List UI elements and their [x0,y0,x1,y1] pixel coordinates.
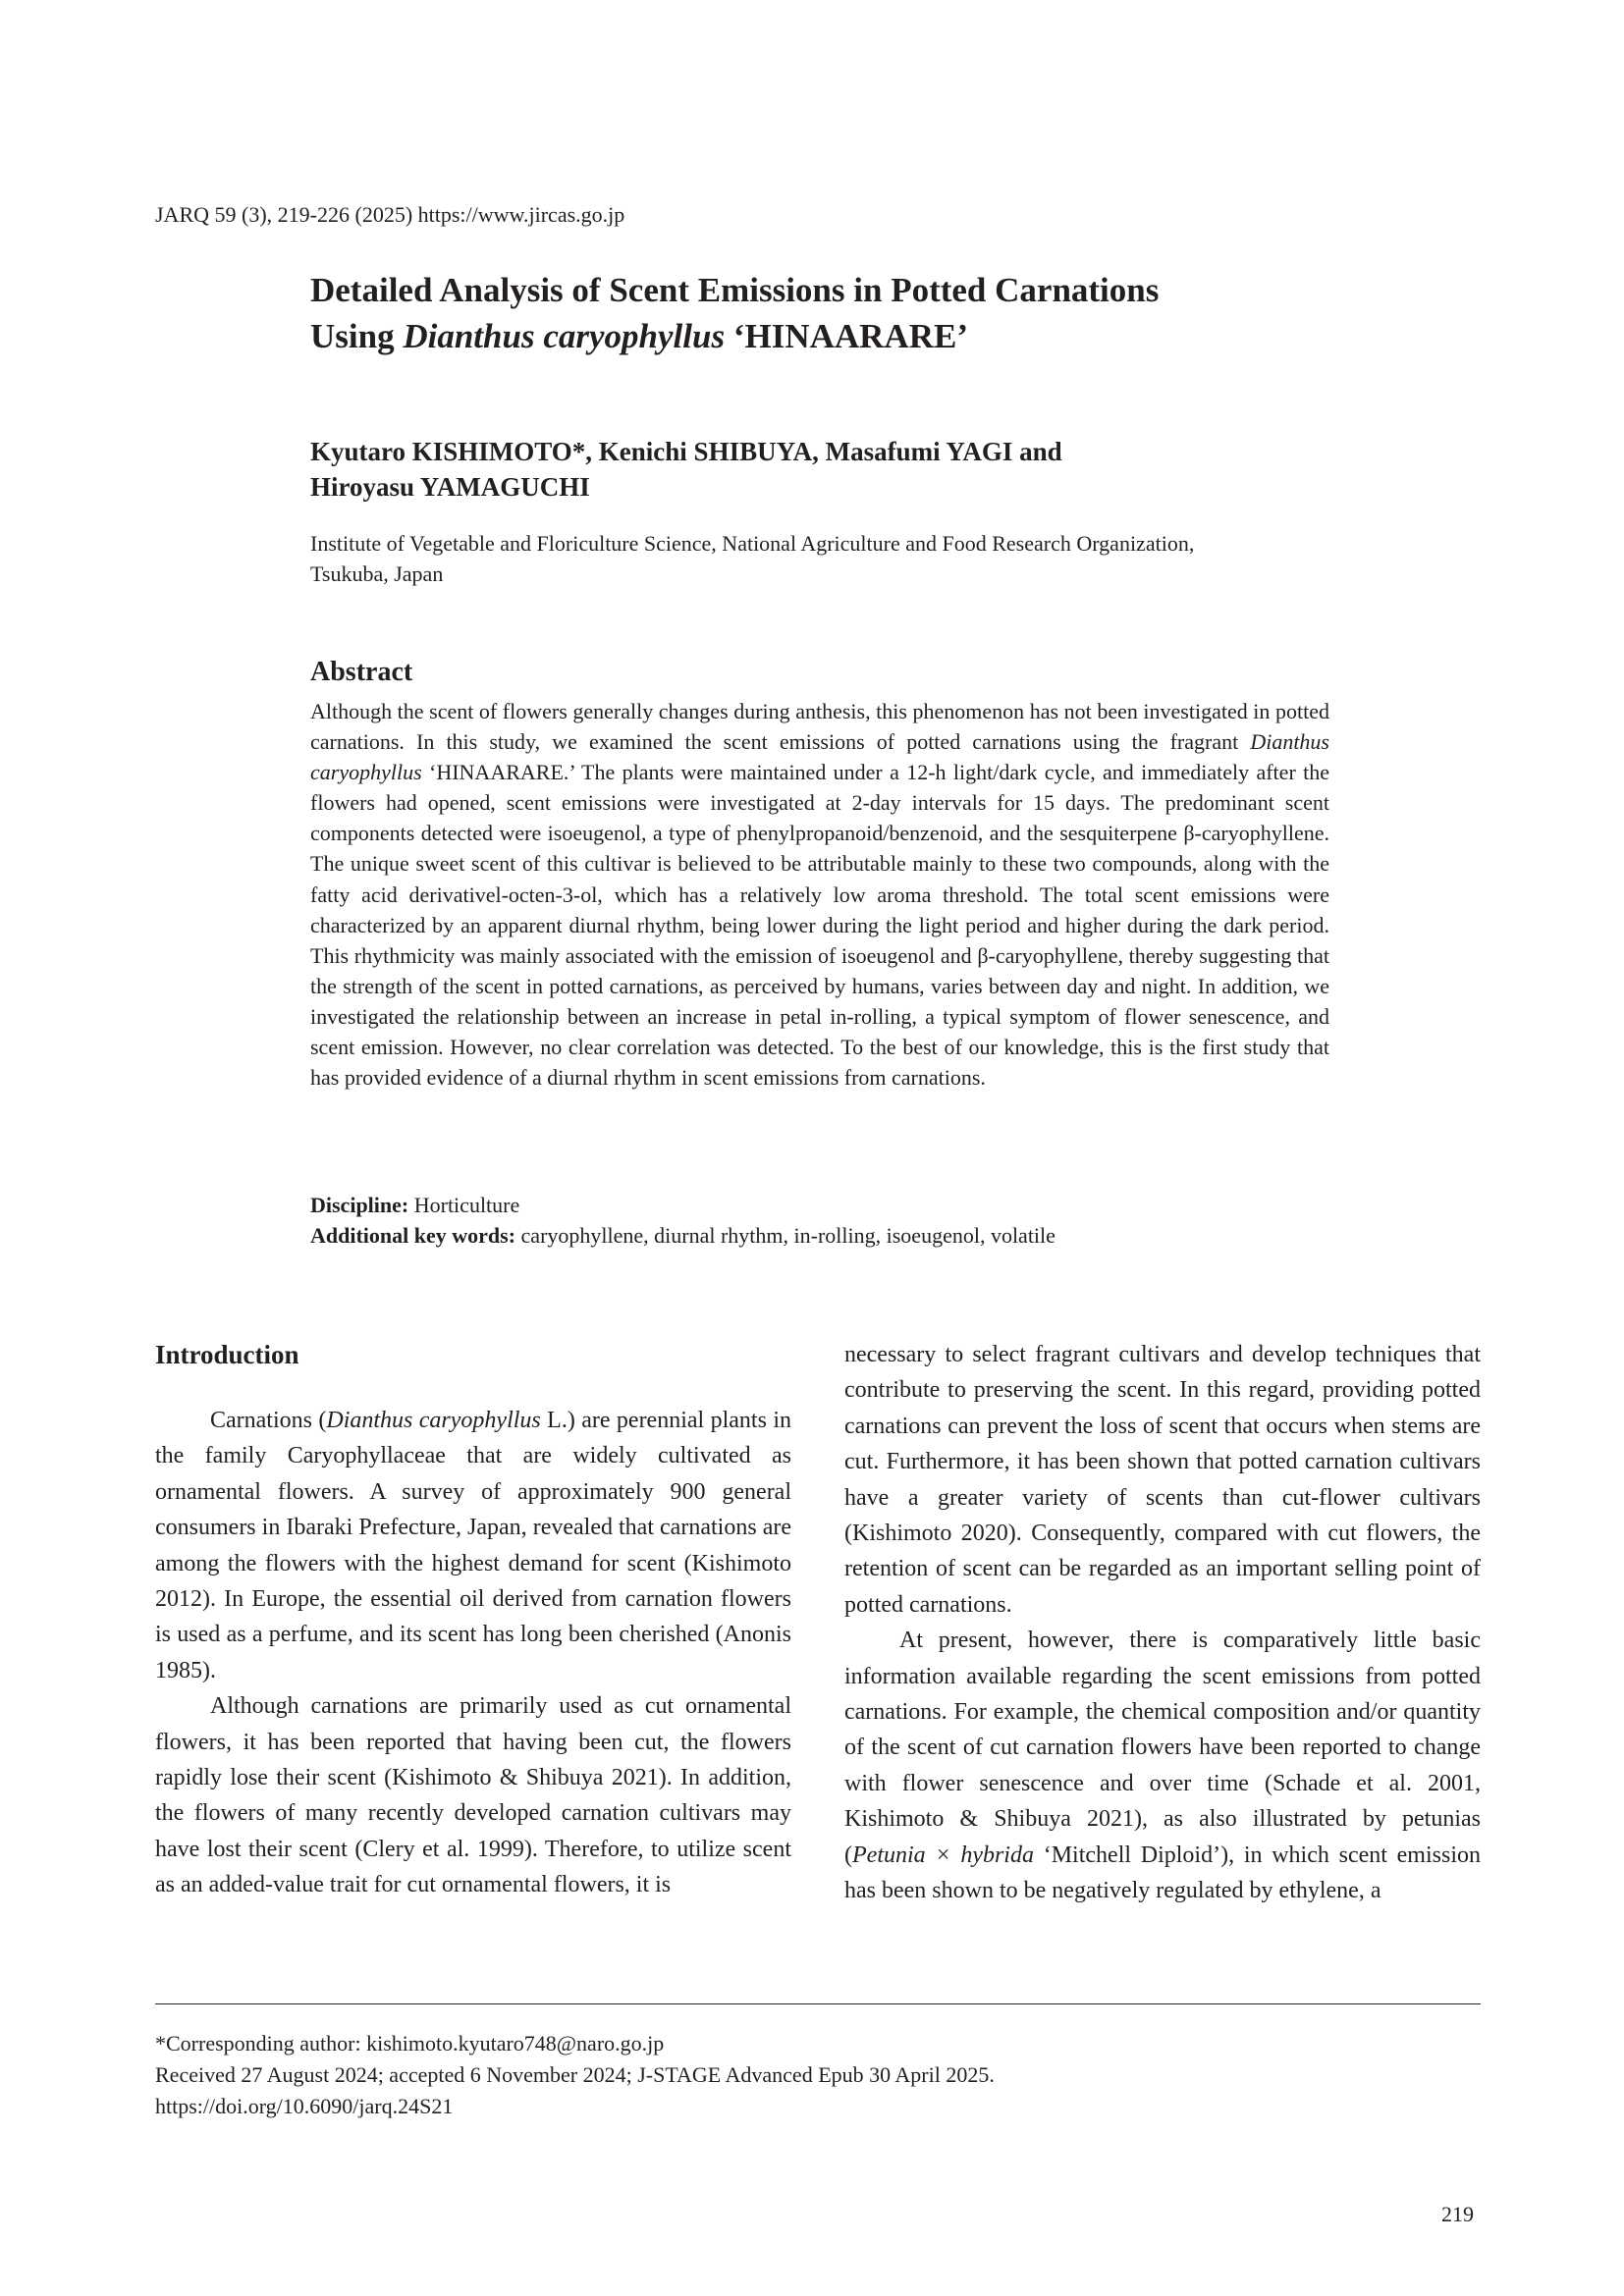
corresponding-author: *Corresponding author: kishimoto.kyutaro748@naro.go.jp [155,2031,665,2056]
paper-title [310,267,1390,359]
author-list: Kyutaro KISHIMOTO*, Kenichi SHIBUYA, Masafumi YAGI and Hiroyasu YAMAGUCHI [310,437,1062,502]
paragraph: Although carnations are primarily used as cut ornamental flowers, it has been reported that having been cut, the flowers rapidly lose their scent (Kishimoto & Shibuya 2021). In addition, the flowers of many recently developed carnation cultivars may have lost their scent (Clery et al. 1999). Therefore, to utilize scent as an added-value trait for cut ornamental flowers, it is [155,1693,791,1898]
paragraph: At present, however, there is comparatively little basic information available regarding the scent emissions from potted carnations. For example, the chemical composition and/or quantity of the scent of cut carnation flowers have been reported to change with flower senescence and over time (Schade et al. 2001, Kishimoto & Shibuya 2021), as also illustrated by petunias (Petunia × hybrida ‘Mitchell Diploid’), in which scent emission has been shown to be negatively regulated by ethylene, a [844,1628,1481,1904]
abstract-heading: Abstract [310,657,413,687]
introduction-heading: Introduction [155,1340,299,1369]
doi-link[interactable]: https://doi.org/10.6090/jarq.24S21 [155,2094,454,2118]
footnote-divider [155,2003,1481,2004]
keywords-block [310,1190,1331,1251]
affiliation: Institute of Vegetable and Floriculture Science, National Agriculture and Food Research Organization, Tsukuba, Japan [310,531,1195,586]
title-line-1: Detailed Analysis of Scent Emissions in Potted Carnations [310,271,1160,309]
page-number: 219 [1441,2202,1474,2226]
abstract-body: Although the scent of flowers generally changes during anthesis, this phenomenon has not been investigated in potted carnations. In this study, we examined the scent emissions of potted carnations using the fragrant Dianthus caryophyllus ‘HINAARARE.’ The plants were maintained under a 12-h light/dark cycle, and immediately after the flowers had opened, scent emissions were investigated at 2-day intervals for 15 days. The predominant scent components detected were isoeugenol, a type of phenylpropanoid/benzenoid, and the sesquiterpene β-caryophyllene. The unique sweet scent of this cultivar is believed to be attributable mainly to these two compounds, along with the fatty acid derivativel-octen-3-ol, which has a relatively low aroma threshold. The total scent emissions were characterized by an apparent diurnal rhythm, being lower during the light period and higher during the dark period. This rhythmicity was mainly associated with the emission of isoeugenol and β-caryophyllene, thereby suggesting that the strength of the scent in potted carnations, as perceived by humans, varies between day and night. In addition, we investigated the relationship between an increase in petal in-rolling, a typical symptom of flower senescence, and scent emission. However, no clear correlation was detected. To the best of our knowledge, this is the first study that has provided evidence of a diurnal rhythm in scent emissions from carnations. [310,699,1329,1091]
footnote [155,2028,1471,2122]
title-line-2: Using Dianthus caryophyllus ‘HINAARARE’ [310,317,968,355]
additional-keywords: Additional key words: caryophyllene, diurnal rhythm, in-rolling, isoeugenol, volatile [310,1223,1056,1248]
right-column [844,1337,1481,1909]
discipline: Discipline: Horticulture [310,1193,520,1217]
left-column [155,1337,791,1903]
journal-citation: JARQ 59 (3), 219-226 (2025) https://www.jircas.go.jp [155,202,625,227]
paragraph: Carnations (Dianthus caryophyllus L.) are perennial plants in the family Caryophyllaceae that are widely cultivated as ornamental flowers. A survey of approximately 900 general consumers in Ibaraki Prefecture, Japan, revealed that carnations are among the flowers with the highest demand for scent (Kishimoto 2012). In Europe, the essential oil derived from carnation flowers is used as a perfume, and its scent has long been cherished (Anonis 1985). [155,1408,791,1683]
title-species: Dianthus caryophyllus [403,317,726,355]
received-dates: Received 27 August 2024; accepted 6 November 2024; J-STAGE Advanced Epub 30 April 2025. [155,2062,995,2087]
paragraph: necessary to select fragrant cultivars and develop techniques that contribute to preserving the scent. In this regard, providing potted carnations can prevent the loss of scent that occurs when stems are cut. Furthermore, it has been shown that potted carnation cultivars have a greater variety of scents than cut-flower cultivars (Kishimoto 2020). Consequently, compared with cut flowers, the retention of scent can be regarded as an important selling point of potted carnations. [844,1342,1481,1618]
